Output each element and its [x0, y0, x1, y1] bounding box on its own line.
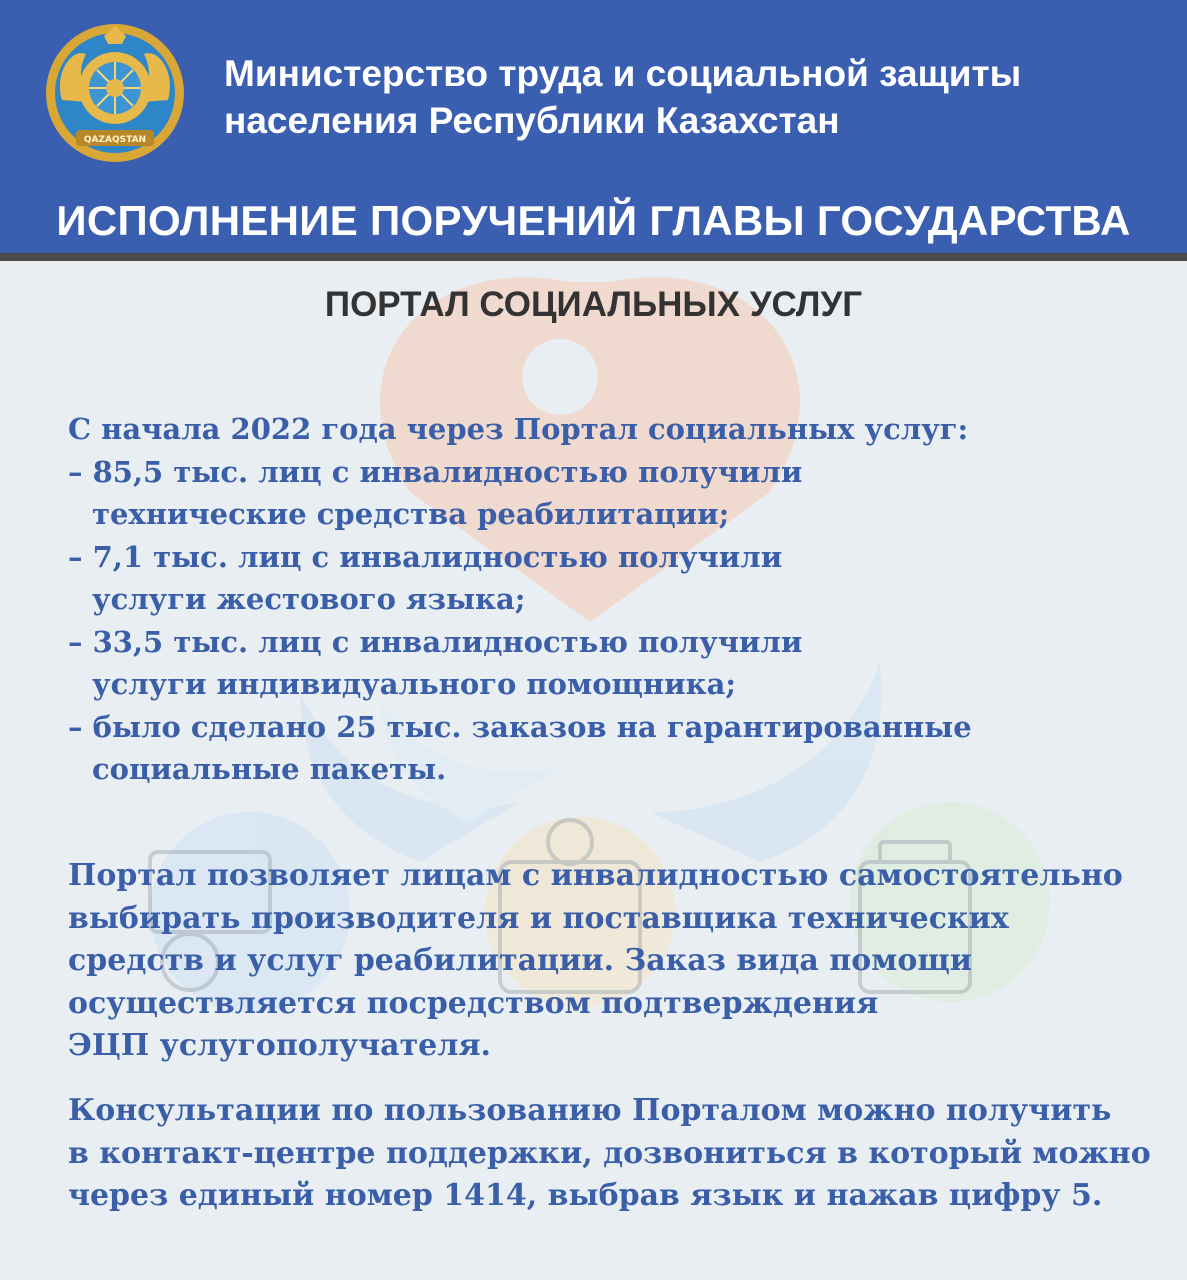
paragraph-line: осуществляется посредством подтверждения [68, 985, 879, 1021]
kazakhstan-emblem-icon [44, 22, 186, 164]
consultation-paragraph [68, 1090, 1158, 1218]
stat-item-2-line-2: услуги жестового языка; [92, 582, 526, 616]
ministry-line-2: населения Республики Казахстан [224, 100, 840, 141]
paragraph-line: ЭЦП услугополучателя. [68, 1028, 492, 1063]
banner-title: ИСПОЛНЕНИЕ ПОРУЧЕНИЙ ГЛАВЫ ГОСУДАРСТВА [56, 197, 1131, 244]
paragraph-line: Портал позволяет лицам с инвалидностью самостоятельно [68, 858, 1123, 893]
ministry-line-1: Министерство труда и социальной защиты [224, 53, 1022, 94]
svg-text:QAZAQSTAN: QAZAQSTAN [83, 135, 147, 145]
stat-item-1-line-1: – 85,5 тыс. лиц с инвалидностью получили [68, 454, 803, 489]
ministry-name [224, 50, 1164, 144]
paragraph-line: в контакт-центре поддержки, дозвониться в который можно [68, 1135, 1151, 1171]
paragraph-line: через единый номер 1414, выбрав язык и нажав цифру 5. [68, 1178, 1103, 1213]
paragraph-line: средств и услуг реабилитации. Заказ вида помощи [68, 943, 973, 978]
header-divider [0, 253, 1187, 261]
portal-title: ПОРТАЛ СОЦИАЛЬНЫХ УСЛУГ [324, 285, 863, 324]
stat-item-3-line-1: – 33,5 тыс. лиц с инвалидностью получили [68, 624, 803, 659]
paragraph-line: выбирать производителя и поставщика технических [68, 900, 1009, 936]
stat-item-2-line-1: – 7,1 тыс. лиц с инвалидностью получили [68, 539, 783, 574]
stats-block [68, 408, 1158, 791]
portal-description-paragraph [68, 855, 1158, 1068]
stat-item-4-line-2: социальные пакеты. [92, 752, 447, 786]
stat-item-4-line-1: – было сделано 25 тыс. заказов на гарантированные [68, 709, 972, 744]
stat-item-1-line-2: технические средства реабилитации; [92, 497, 730, 531]
paragraph-line: Консультации по пользованию Порталом можно получить [68, 1093, 1112, 1128]
stat-item-3-line-2: услуги индивидуального помощника; [92, 667, 737, 701]
stats-intro: С начала 2022 года через Портал социальных услуг: [68, 412, 969, 446]
